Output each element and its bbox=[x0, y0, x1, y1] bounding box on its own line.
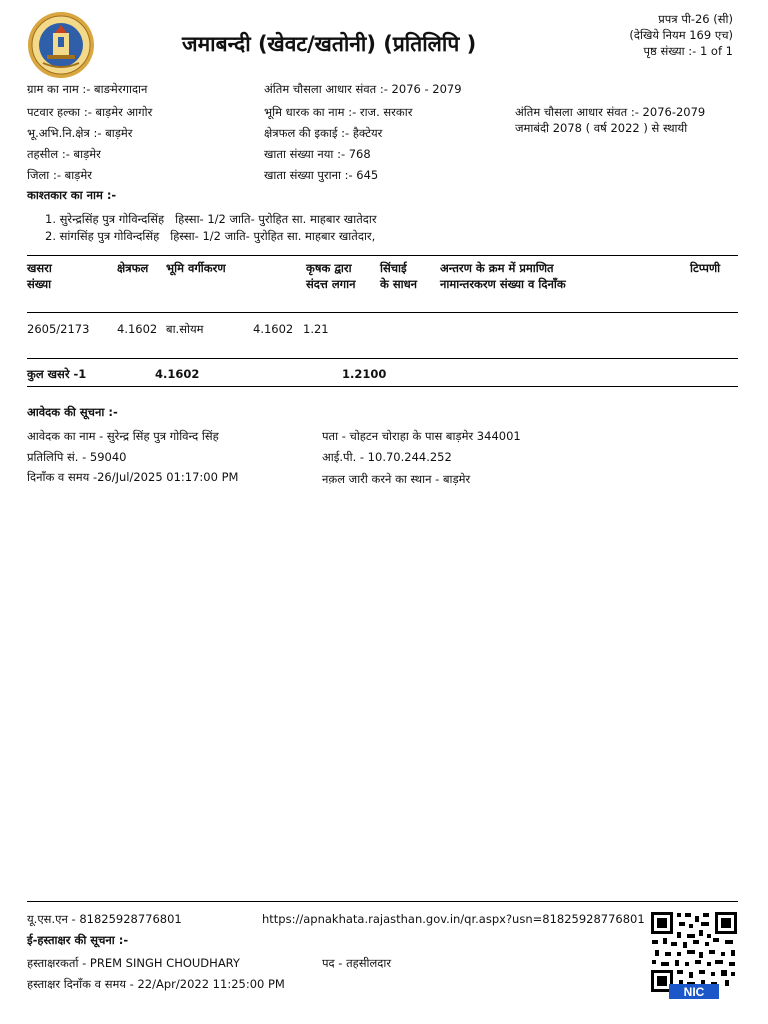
rule-reference: (देखिये नियम 169 एच) bbox=[629, 28, 733, 42]
area-unit: क्षेत्रफल की इकाई :- हैक्टेयर bbox=[264, 126, 383, 140]
totals-label: कुल खसरे -1 bbox=[27, 367, 87, 381]
khata-new: खाता संख्या नया :- 768 bbox=[264, 147, 371, 161]
col-header-khasra: खसरा bbox=[27, 261, 52, 275]
totals-top-rule bbox=[27, 358, 738, 359]
tehsil: तहसील :- बाड़मेर bbox=[27, 147, 101, 161]
table-top-rule bbox=[27, 255, 738, 256]
col-header-irrigation-2: के साधन bbox=[380, 277, 418, 291]
issue-place: नक़ल जारी करने का स्थान - बाड़मेर bbox=[322, 472, 471, 486]
signer-designation: पद - तहसीलदार bbox=[322, 956, 392, 970]
qr-code-icon[interactable] bbox=[649, 910, 739, 1000]
page-number: पृष्ठ संख्या :- 1 of 1 bbox=[643, 44, 733, 58]
cell-classification: बा.सोयम bbox=[166, 322, 204, 336]
signer-name: हस्ताक्षरकर्ता - PREM SINGH CHOUDHARY bbox=[27, 956, 240, 970]
verification-url[interactable]: https://apnakhata.rajasthan.gov.in/qr.aspx?usn=81825928776801 bbox=[262, 912, 645, 926]
document-title: जमाबन्दी (खेवट/खतोनी) (प्रतिलिपि ) bbox=[182, 32, 477, 56]
cultivator-row: 1. सुरेन्द्रसिंह पुत्र गोविन्दसिंह हिस्सा- 1/2 जाति- पुरोहित सा. माहबार खातेदार bbox=[45, 212, 377, 226]
form-number: प्रपत्र पी-26 (सी) bbox=[658, 12, 733, 26]
col-header-rent: कृषक द्वारा bbox=[306, 261, 352, 275]
col-header-remarks: टिप्पणी bbox=[690, 261, 721, 275]
cell-area: 4.1602 bbox=[117, 322, 158, 336]
col-header-khasra-2: संख्या bbox=[27, 277, 52, 291]
last-samvat: अंतिम चौसला आधार संवत :- 2076 - 2079 bbox=[264, 82, 462, 96]
cultivators-heading: काश्तकार का नाम :- bbox=[27, 188, 117, 202]
rajasthan-emblem-icon bbox=[27, 11, 95, 79]
applicant-address: पता - चोहटन चोराहा के पास बाड़मेर 344001 bbox=[322, 429, 521, 443]
land-record-circle: भू.अभि.नि.क्षेत्र :- बाड़मेर bbox=[27, 126, 133, 140]
khata-old: खाता संख्या पुराना :- 645 bbox=[264, 168, 379, 182]
cell-rent: 1.21 bbox=[303, 322, 329, 336]
jamabandi-year: जमाबंदी 2078 ( वर्ष 2022 ) से स्थायी bbox=[515, 121, 688, 135]
nic-label: NIC bbox=[683, 985, 705, 999]
copy-number: प्रतिलिपि सं. - 59040 bbox=[27, 450, 127, 464]
usn: यू.एस.एन - 81825928776801 bbox=[27, 912, 182, 926]
totals-bottom-rule bbox=[27, 386, 738, 387]
footer-rule bbox=[27, 901, 738, 902]
applicant-ip: आई.पी. - 10.70.244.252 bbox=[322, 450, 452, 464]
patwar-halka: पटवार हल्का :- बाड़मेर आगोर bbox=[27, 105, 153, 119]
village-name: ग्राम का नाम :- बाङमेरगादान bbox=[27, 82, 148, 96]
copy-datetime: दिनाँक व समय -26/Jul/2025 01:17:00 PM bbox=[27, 470, 239, 484]
col-header-mutation-2: नामान्तरकरण संख्या व दिनाँक bbox=[440, 277, 566, 291]
right-samvat: अंतिम चौसला आधार संवत :- 2076-2079 bbox=[515, 105, 706, 119]
col-header-area: क्षेत्रफल bbox=[117, 261, 149, 275]
col-header-irrigation: सिंचाई bbox=[380, 261, 407, 275]
totals-rent: 1.2100 bbox=[342, 367, 387, 381]
applicant-name: आवेदक का नाम - सुरेन्द्र सिंह पुत्र गोविन्द सिंह bbox=[27, 429, 219, 443]
cell-khasra: 2605/2173 bbox=[27, 322, 90, 336]
land-holder: भूमि धारक का नाम :- राज. सरकार bbox=[264, 105, 413, 119]
district: जिला :- बाड़मेर bbox=[27, 168, 92, 182]
col-header-rent-2: संदत्त लगान bbox=[306, 277, 356, 291]
table-header-rule bbox=[27, 312, 738, 313]
col-header-classification: भूमि वर्गीकरण bbox=[166, 261, 226, 275]
cell-class-area: 4.1602 bbox=[253, 322, 294, 336]
col-header-mutation: अन्तरण के क्रम में प्रमाणित bbox=[440, 261, 554, 275]
applicant-heading: आवेदक की सूचना :- bbox=[27, 405, 118, 419]
totals-area: 4.1602 bbox=[155, 367, 200, 381]
sign-datetime: हस्ताक्षर दिनाँक व समय - 22/Apr/2022 11:25:00 PM bbox=[27, 977, 285, 991]
esign-heading: ई-हस्ताक्षर की सूचना :- bbox=[27, 933, 129, 947]
cultivator-row: 2. सांगसिंह पुत्र गोविन्दसिंह हिस्सा- 1/2 जाति- पुरोहित सा. माहबार खातेदार, bbox=[45, 229, 376, 243]
